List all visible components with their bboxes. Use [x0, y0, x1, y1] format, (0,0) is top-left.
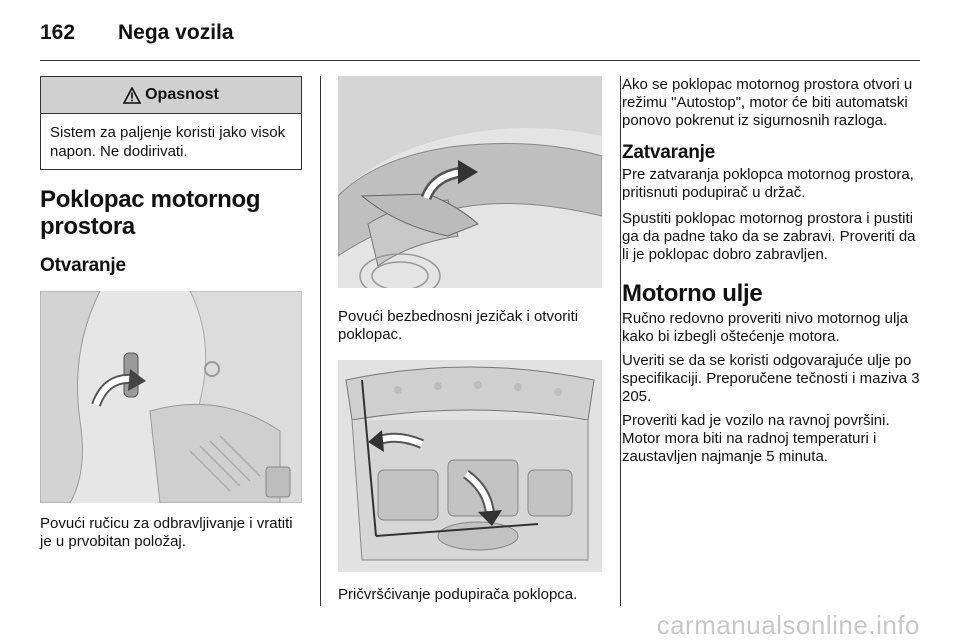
- page-reference-link[interactable]: 205.: [622, 388, 652, 405]
- page-header: [40, 18, 234, 48]
- safety-catch-illustration: [338, 76, 602, 288]
- oil-text-1: Ručno redovno proveriti nivo motornog ulja kako bi izbegli oštećenje motora.: [622, 310, 908, 345]
- release-lever-illustration: [40, 291, 302, 503]
- column-divider-2: [620, 76, 621, 606]
- caption-safety-catch: Povući bezbednosni jezičak i otvoriti poklopac.: [338, 308, 579, 343]
- caption-hood-stay: Pričvršćivanje podupirača poklopca.: [338, 586, 578, 603]
- watermark: carmanualsonline.info: [656, 610, 920, 640]
- warning-box: [40, 76, 302, 170]
- closing-text-2: Spustiti poklopac motornog prostora i pustiti ga da padne tako da se zabravi. Proveriti da li je poklopac dobro zabravljen.: [622, 210, 916, 263]
- warning-header: [41, 77, 301, 114]
- column-3: [622, 76, 922, 466]
- column-2: [338, 76, 602, 604]
- page-reference-arrow: 3: [911, 370, 920, 387]
- oil-heading: Motorno ulje: [622, 280, 763, 307]
- header-rule: [40, 60, 920, 61]
- hood-heading: Poklopac motornog prostora: [40, 186, 261, 240]
- closing-text-1: Pre zatvaranja poklopca motornog prostora, pritisnuti podupirač u držač.: [622, 166, 914, 201]
- column-1: [40, 76, 302, 551]
- hood-stay-illustration: [338, 360, 602, 572]
- page-title: Nega vozila: [118, 21, 234, 44]
- oil-text-2-body: Uveriti se da se koristi odgovarajuće ulje po specifikaciji. Preporučene tečnosti i maziva: [622, 352, 912, 387]
- warning-text: Sistem za paljenje koristi jako visok napon. Ne dodirivati.: [50, 124, 286, 160]
- opening-subheading: Otvaranje: [40, 255, 126, 276]
- oil-text-3: Proveriti kad je vozilo na ravnoj površini. Motor mora biti na radnoj temperaturi i zaustavljen najmanje 5 minuta.: [622, 412, 890, 465]
- closing-subheading: Zatvaranje: [622, 142, 716, 163]
- warning-label: Opasnost: [145, 86, 219, 103]
- page-number: 162: [40, 21, 76, 44]
- column-divider-1: [320, 76, 321, 606]
- warning-triangle-icon: [123, 87, 141, 104]
- autostop-text: Ako se poklopac motornog prostora otvori u režimu "Autostop", motor će biti automatski ponovo pokrenut iz sigurnosnih razloga.: [622, 76, 913, 129]
- caption-release-lever: Povući ručicu za odbravljivanje i vratiti je u prvobitan položaj.: [40, 515, 293, 550]
- oil-text-2: [622, 352, 922, 406]
